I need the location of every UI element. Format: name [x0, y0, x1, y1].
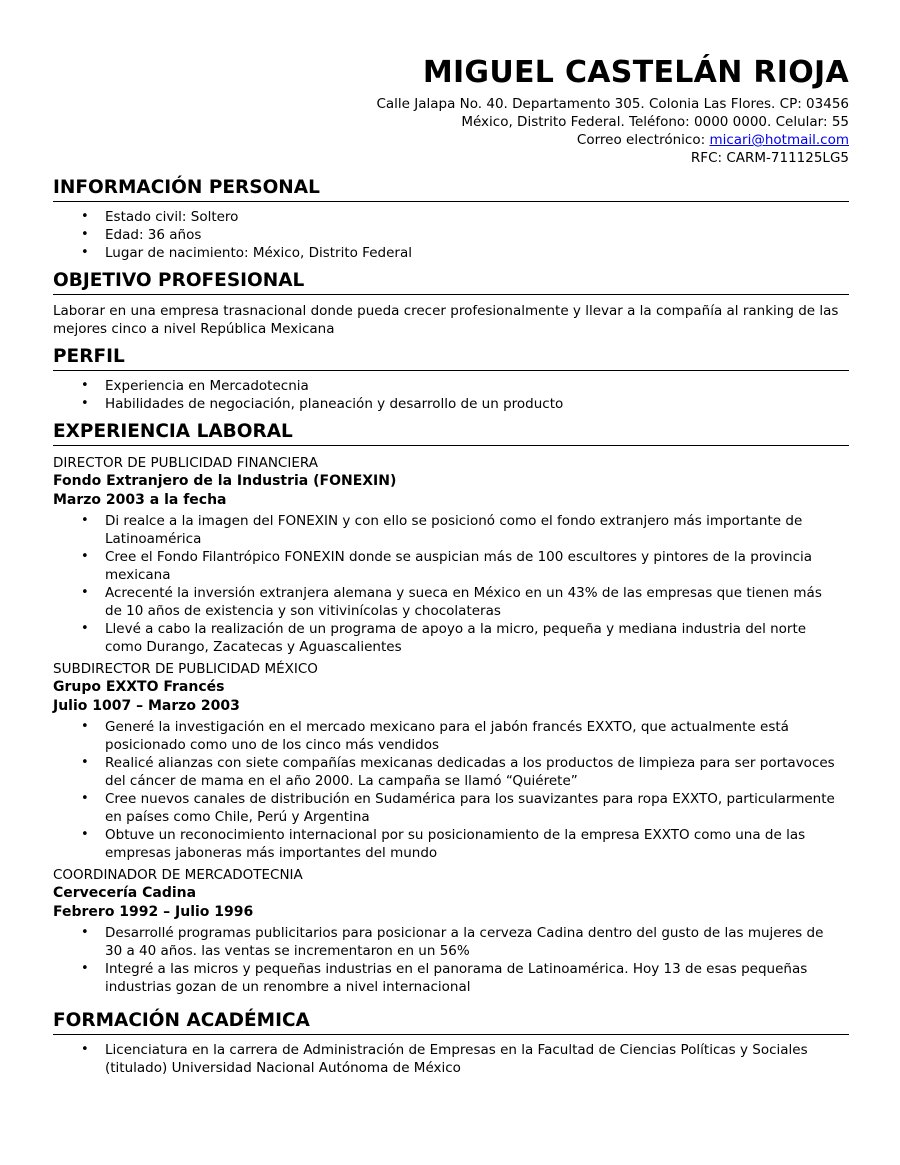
section-title-personal: INFORMACIÓN PERSONAL: [53, 177, 849, 202]
job-dates: Julio 1007 – Marzo 2003: [53, 698, 240, 714]
address-line-1: Calle Jalapa No. 40. Departamento 305. Colonia Las Flores. CP: 03456: [376, 96, 849, 112]
list-item: • Experiencia en Mercadotecnia: [105, 377, 849, 395]
list-item: • Llevé a cabo la realización de un programa de apoyo a la micro, pequeña y mediana industria del norte como Durango, Zacatecas y Aguascalientes: [105, 620, 849, 656]
job-company: Fondo Extranjero de la Industria (FONEXIN): [53, 473, 397, 489]
job-bullets: [53, 718, 849, 862]
list-item: • Desarrollé programas publicitarios para posicionar a la cerveza Cadina dentro del gusto de las mujeres de 30 a 40 años. las ventas se incrementaron en un 56%: [105, 924, 849, 960]
list-item: • Licenciatura en la carrera de Administración de Empresas en la Facultad de Ciencias Políticas y Sociales (titulado) Universidad Nacional Autónoma de México: [105, 1041, 849, 1077]
list-item: • Lugar de nacimiento: México, Distrito Federal: [105, 244, 849, 262]
list-item: • Cree el Fondo Filantrópico FONEXIN donde se auspician más de 100 escultores y pintores de la provincia mexicana: [105, 548, 849, 584]
address-line-2: México, Distrito Federal. Teléfono: 0000 0000. Celular: 55: [461, 114, 849, 130]
list-item: • Di realce a la imagen del FONEXIN y con ello se posicionó como el fondo extranjero más importante de Latinoamérica: [105, 512, 849, 548]
resume-header: [53, 55, 849, 167]
list-item: • Estado civil: Soltero: [105, 208, 849, 226]
objective-text: Laborar en una empresa trasnacional donde pueda crecer profesionalmente y llevar a la compañía al ranking de las mejores cinco a nivel República Mexicana: [53, 303, 839, 337]
job-company: Cervecería Cadina: [53, 885, 197, 901]
resume-page: [53, 55, 849, 1077]
email-link[interactable]: micari@hotmail.com: [709, 132, 849, 148]
job-bullets: [53, 924, 849, 996]
list-item: • Generé la investigación en el mercado mexicano para el jabón francés EXXTO, que actualmente está posicionado como uno de los cinco más vendidos: [105, 718, 849, 754]
job-dates: Febrero 1992 – Julio 1996: [53, 904, 254, 920]
section-title-experience: EXPERIENCIA LABORAL: [53, 421, 849, 446]
rfc-line: RFC: CARM-711125LG5: [690, 150, 849, 166]
candidate-name: MIGUEL CASTELÁN RIOJA: [422, 55, 849, 90]
job-position: DIRECTOR DE PUBLICIDAD FINANCIERA: [53, 455, 318, 471]
job-dates: Marzo 2003 a la fecha: [53, 492, 227, 508]
list-item: • Acrecenté la inversión extranjera alemana y sueca en México en un 43% de las empresas que tienen más de 10 años de existencia y son vitivinícolas y chocolateras: [105, 584, 849, 620]
section-title-education: FORMACIÓN ACADÉMICA: [53, 1010, 849, 1035]
section-title-profile: PERFIL: [53, 346, 849, 371]
list-item: • Cree nuevos canales de distribución en Sudamérica para los suavizantes para ropa EXXTO, particularmente en países como Chile, Perú y Argentina: [105, 790, 849, 826]
list-item: • Obtuve un reconocimiento internacional por su posicionamiento de la empresa EXXTO como una de las empresas jaboneras más importantes del mundo: [105, 826, 849, 862]
list-item: • Integré a las micros y pequeñas industrias en el panorama de Latinoamérica. Hoy 13 de esas pequeñas industrias gozan de un renombre a nivel internacional: [105, 960, 849, 996]
job-entry: [53, 866, 849, 996]
job-position: SUBDIRECTOR DE PUBLICIDAD MÉXICO: [53, 661, 318, 677]
list-item: • Edad: 36 años: [105, 226, 849, 244]
email-line: [53, 131, 849, 149]
job-company: Grupo EXXTO Francés: [53, 679, 225, 695]
personal-info-list: [53, 208, 849, 262]
list-item: • Realicé alianzas con siete compañías mexicanas dedicadas a los productos de limpieza para ser portavoces del cáncer de mama en el año 2000. La campaña se llamó “Quiérete”: [105, 754, 849, 790]
section-title-objective: OBJETIVO PROFESIONAL: [53, 270, 849, 295]
job-entry: [53, 454, 849, 656]
job-position: COORDINADOR DE MERCADOTECNIA: [53, 867, 303, 883]
job-entry: [53, 660, 849, 862]
education-list: [53, 1041, 849, 1077]
profile-list: [53, 377, 849, 413]
email-label: Correo electrónico:: [576, 132, 710, 148]
list-item: • Habilidades de negociación, planeación y desarrollo de un producto: [105, 395, 849, 413]
job-bullets: [53, 512, 849, 656]
